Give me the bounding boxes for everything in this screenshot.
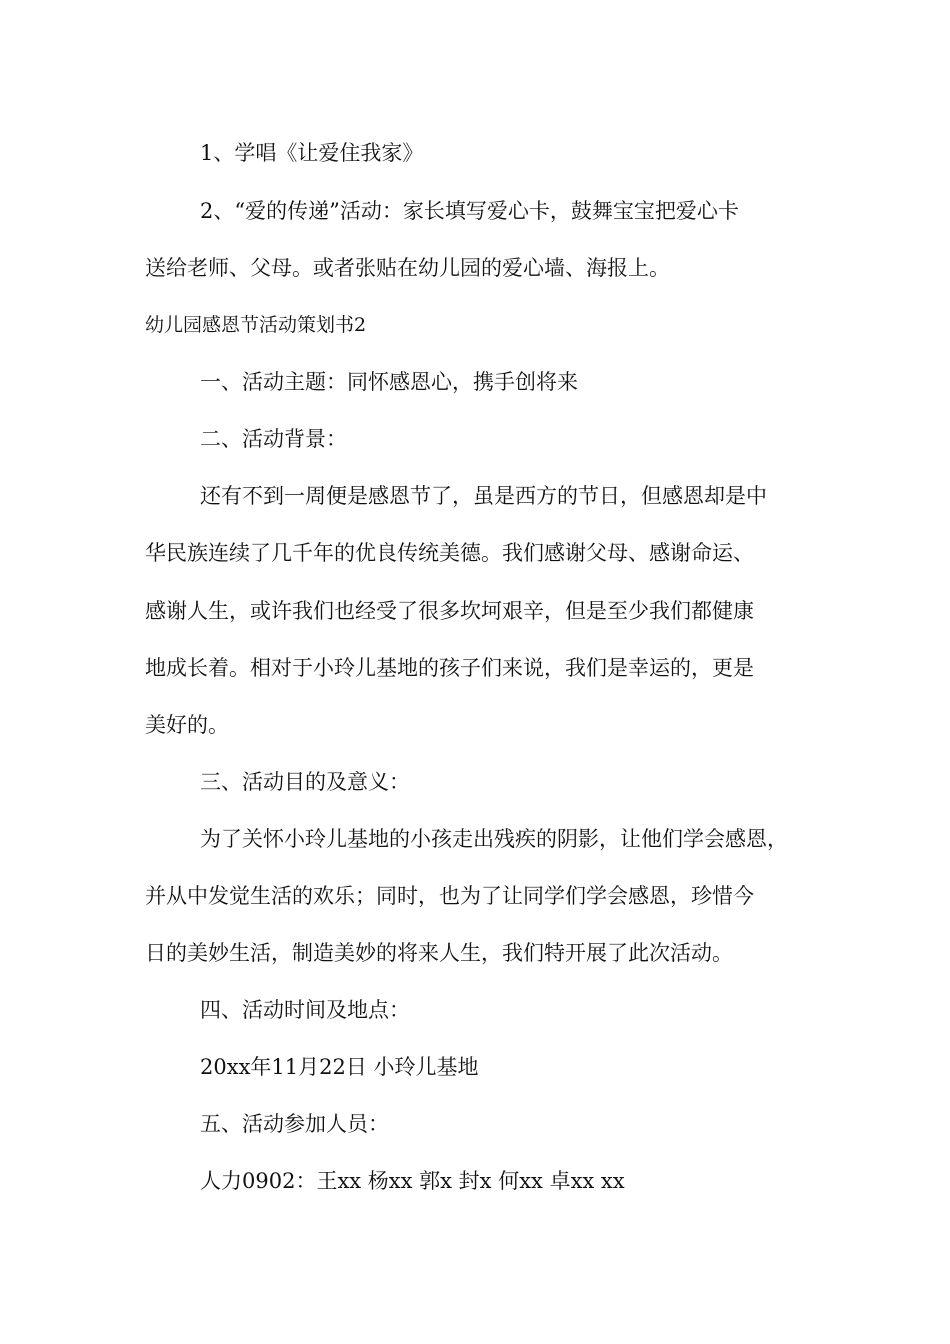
activity-item-1: 1、学唱《让爱住我家》: [200, 141, 424, 165]
heading-theme: 一、活动主题：同怀感恩心，携手创将来: [200, 370, 578, 394]
heading-background: 二、活动背景：: [200, 427, 347, 451]
background-paragraph-line: 还有不到一周便是感恩节了，虽是西方的节日，但感恩却是中: [200, 484, 767, 508]
purpose-paragraph-line: 为了关怀小玲儿基地的小孩走出残疾的阴影，让他们学会感恩，: [200, 827, 788, 851]
heading-participants: 五、活动参加人员：: [200, 1112, 389, 1136]
time-place-text: 20xx年11月22日 小玲儿基地: [200, 1055, 479, 1079]
activity-item-2: 2、“爱的传递”活动：家长填写爱心卡，鼓舞宝宝把爱心卡: [200, 199, 739, 223]
activity-item-2-continued: 送给老师、父母。或者张贴在幼儿园的爱心墙、海报上。: [145, 256, 670, 280]
purpose-paragraph-line: 日的美妙生活，制造美妙的将来人生，我们特开展了此次活动。: [145, 941, 733, 965]
purpose-paragraph-line: 并从中发觉生活的欢乐；同时，也为了让同学们学会感恩，珍惜今: [145, 884, 754, 908]
participants-text: 人力0902：王xx 杨xx 郭x 封x 何xx 卓xx xx: [200, 1169, 625, 1193]
background-paragraph-line: 感谢人生，或许我们也经受了很多坎坷艰辛，但是至少我们都健康: [145, 599, 754, 623]
background-paragraph-line: 华民族连续了几千年的优良传统美德。我们感谢父母、感谢命运、: [145, 541, 754, 565]
background-paragraph-line: 美好的。: [145, 713, 229, 737]
background-paragraph-line: 地成长着。相对于小玲儿基地的孩子们来说，我们是幸运的，更是: [145, 656, 754, 680]
heading-time-place: 四、活动时间及地点：: [200, 998, 410, 1022]
heading-purpose: 三、活动目的及意义：: [200, 770, 410, 794]
section-title: 幼儿园感恩节活动策划书2: [145, 314, 367, 336]
